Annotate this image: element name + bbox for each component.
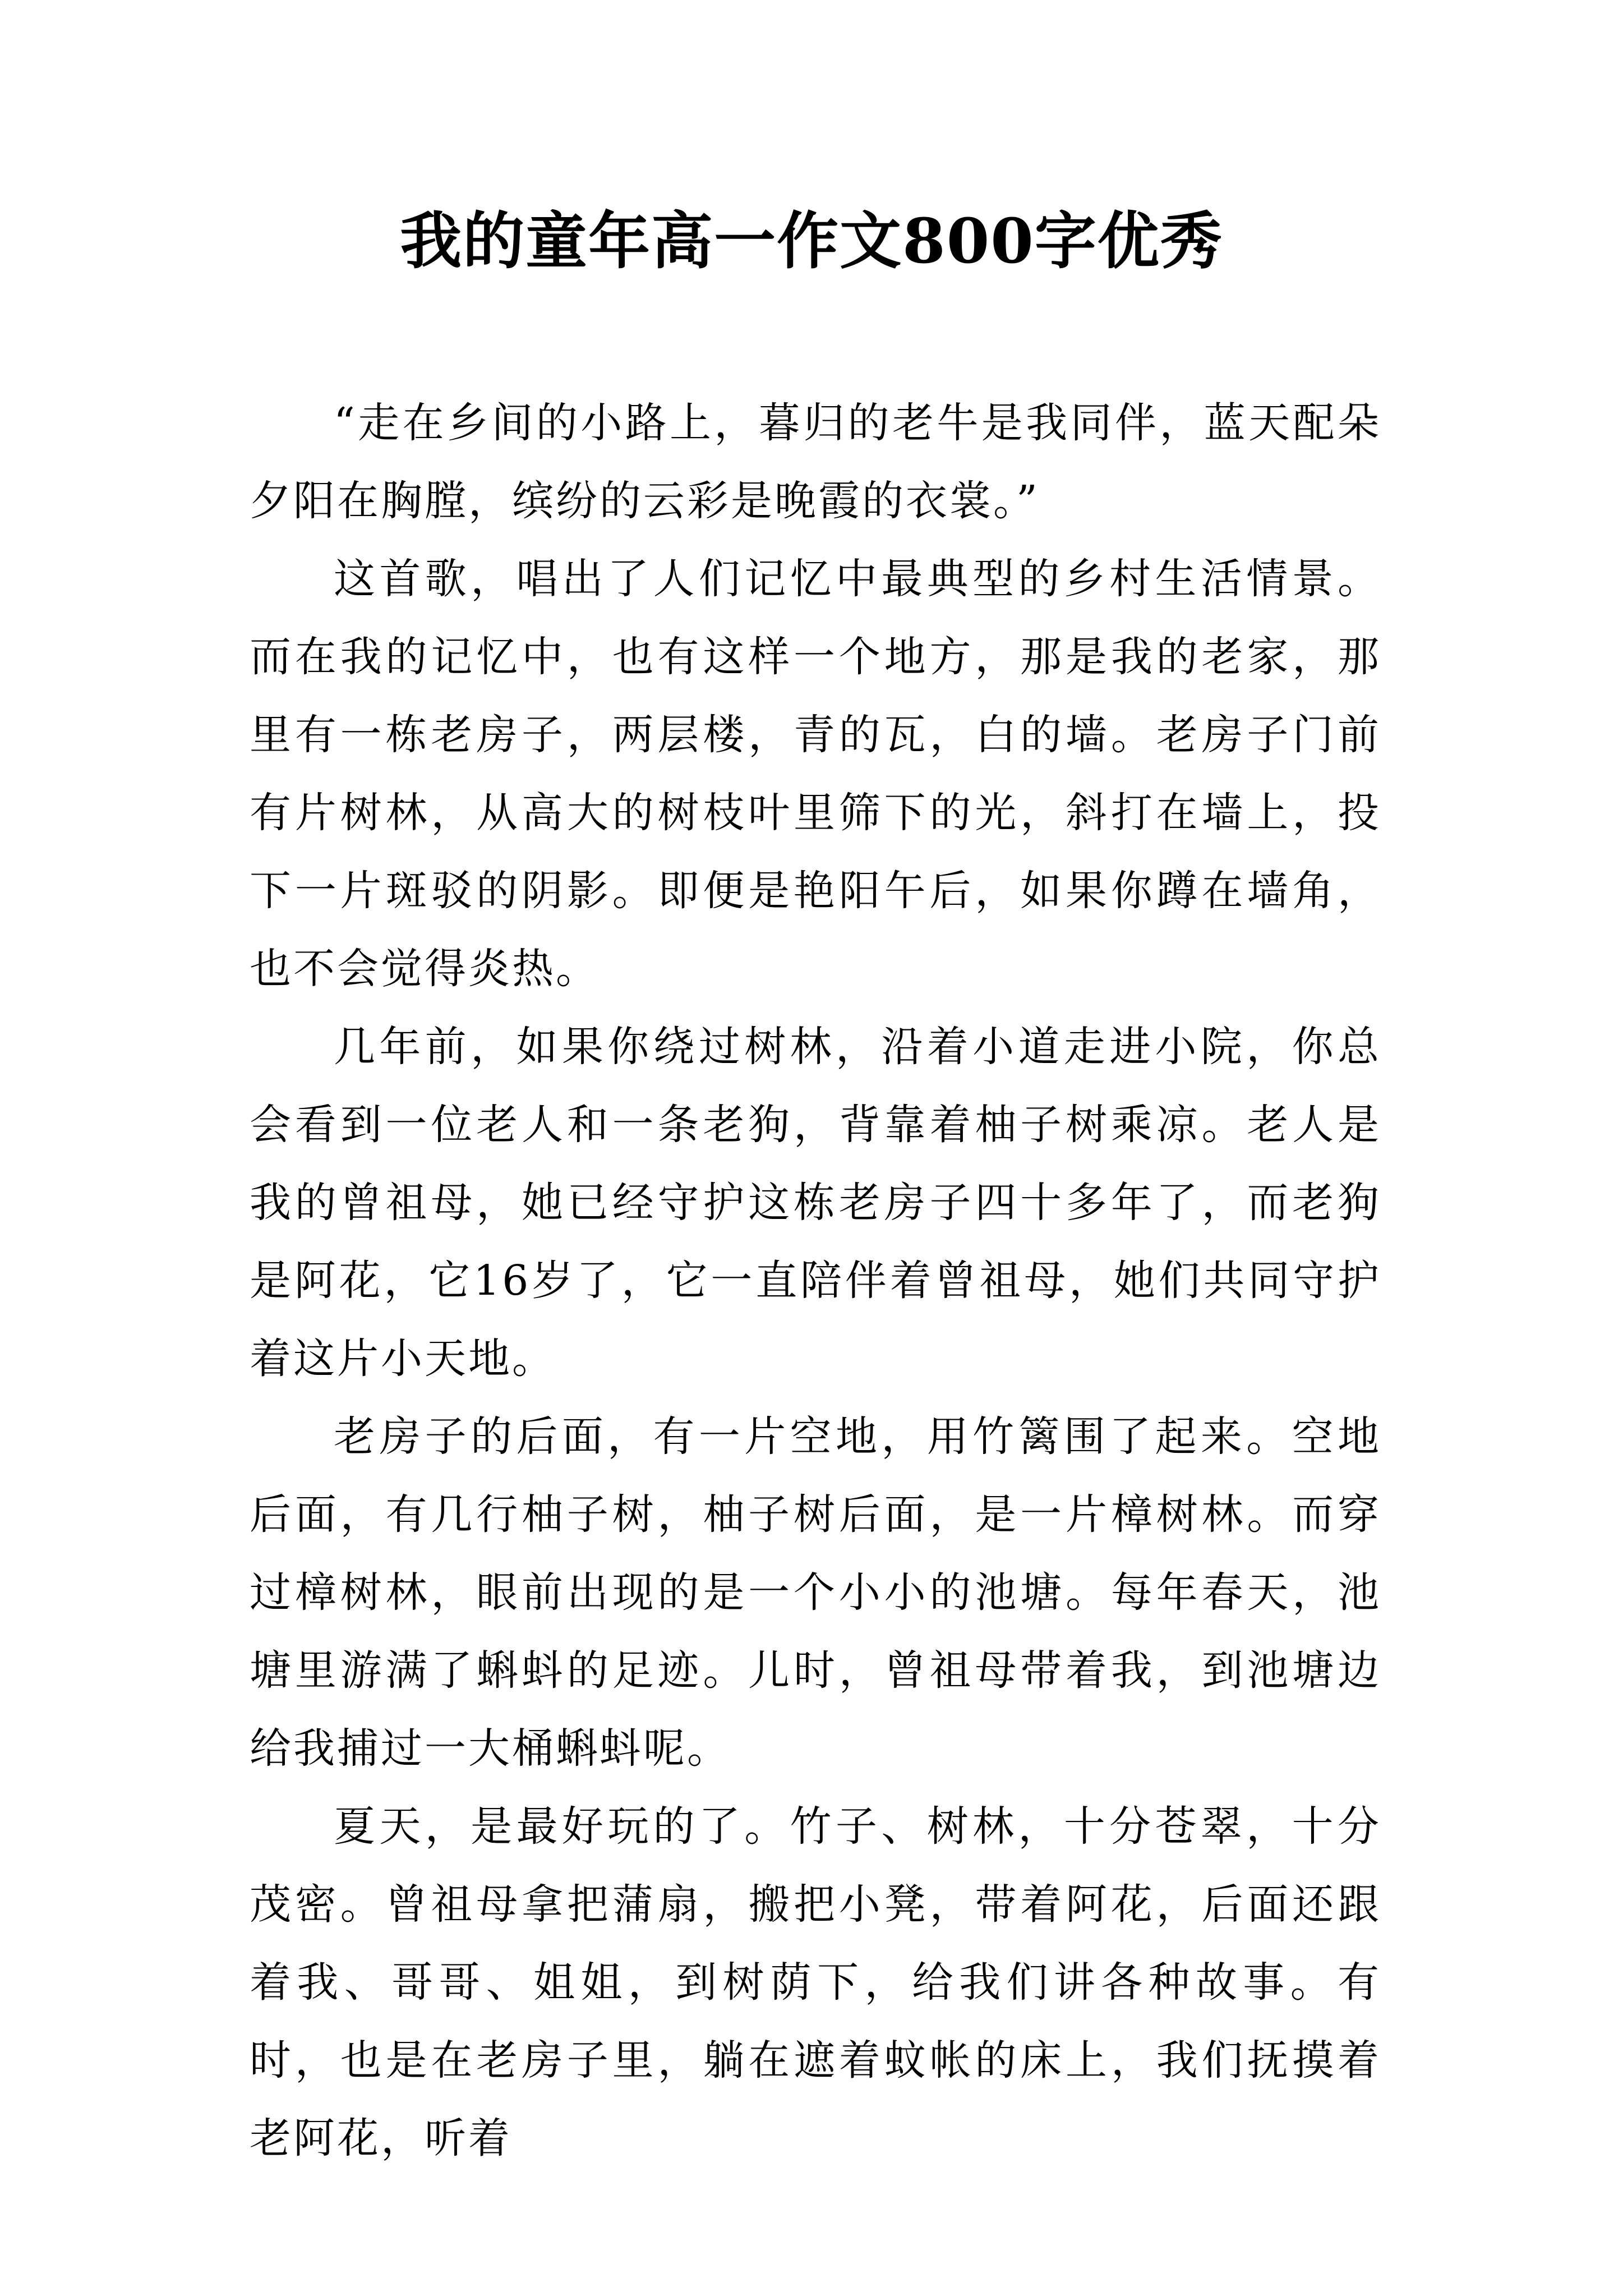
document-body	[250, 384, 1381, 2178]
paragraph: 夏天，是最好玩的了。竹子、树林，十分苍翠，十分茂密。曾祖母拿把蒲扇，搬把小凳，带着阿花，后面还跟着我、哥哥、姐姐，到树荫下，给我们讲各种故事。有时，也是在老房子里，躺在遮着蚊帐的床上，我们抚摸着老阿花，听着	[250, 1802, 1381, 2162]
paragraph: “走在乡间的小路上，暮归的老牛是我同伴，蓝天配朵夕阳在胸膛，缤纷的云彩是晚霞的衣裳。”	[250, 399, 1381, 525]
paragraph: 几年前，如果你绕过树林，沿着小道走进小院，你总会看到一位老人和一条老狗，背靠着柚子树乘凉。老人是我的曾祖母，她已经守护这栋老房子四十多年了，而老狗是阿花，它16岁了，它一直陪伴着曾祖母，她们共同守护着这片小天地。	[250, 1023, 1381, 1383]
paragraph: 老房子的后面，有一片空地，用竹篱围了起来。空地后面，有几行柚子树，柚子树后面，是一片樟树林。而穿过樟树林，眼前出现的是一个小小的池塘。每年春天，池塘里游满了蝌蚪的足迹。儿时，曾祖母带着我，到池塘边给我捕过一大桶蝌蚪呢。	[250, 1412, 1381, 1773]
document-title: 我的童年高一作文800字优秀	[400, 205, 1223, 277]
paragraph: 这首歌，唱出了人们记忆中最典型的乡村生活情景。而在我的记忆中，也有这样一个地方，那是我的老家，那里有一栋老房子，两层楼，青的瓦，白的墙。老房子门前有片树林，从高大的树枝叶里筛下的光，斜打在墙上，投下一片斑驳的阴影。即便是艳阳午后，如果你蹲在墙角，也不会觉得炎热。	[250, 555, 1381, 993]
